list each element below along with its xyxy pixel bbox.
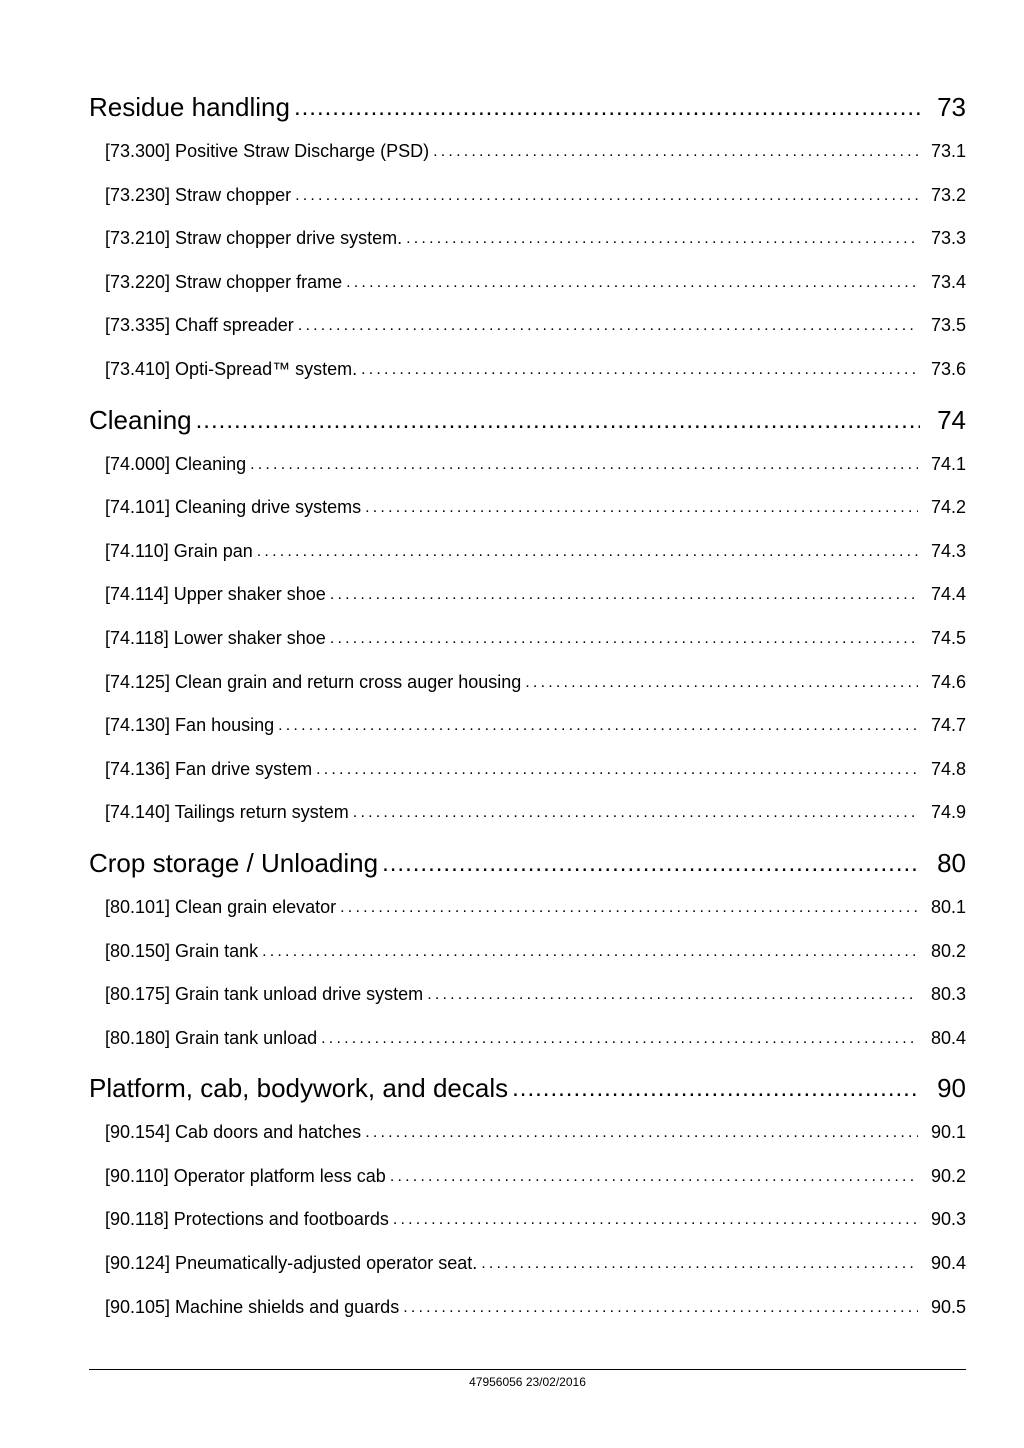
dot-leader [361,347,918,392]
toc-entry[interactable] [105,304,966,348]
entry-page: 74.6 [930,671,966,692]
toc-entry[interactable] [105,486,966,530]
dot-leader [346,260,918,305]
toc-entry[interactable] [105,661,966,705]
toc-entry[interactable] [105,217,966,261]
dot-leader [321,1016,918,1061]
entry-title: [80.180] Grain tank unload [105,1027,318,1048]
toc-entry[interactable] [105,530,966,574]
dot-leader [298,303,918,348]
entry-page: 74.8 [930,758,966,779]
dot-leader [294,83,920,131]
entry-title: [90.105] Machine shields and guards [105,1296,400,1317]
dot-leader [403,1285,918,1330]
entry-title: [74.000] Cleaning [105,453,247,474]
entry-page: 80.3 [930,984,966,1005]
entry-page: 74.1 [930,453,966,474]
toc-section [89,840,966,1060]
entry-page: 73.4 [930,271,966,292]
toc-entry[interactable] [105,1286,966,1330]
section-heading-crop-storage[interactable] [89,840,966,886]
dot-leader [250,442,918,487]
toc-entry[interactable] [105,1198,966,1242]
dot-leader [406,216,918,261]
entry-title: [74.130] Fan housing [105,715,275,736]
dot-leader [330,616,918,661]
dot-leader [196,396,920,444]
entry-page: 74.5 [930,627,966,648]
dot-leader [353,790,918,835]
dot-leader [525,660,918,705]
entry-title: [73.335] Chaff spreader [105,315,294,336]
section-title: Platform, cab, bodywork, and decals [89,1073,509,1104]
entry-page: 90.4 [930,1253,966,1274]
section-heading-platform-cab[interactable] [89,1065,966,1111]
toc-entry[interactable] [105,443,966,487]
entry-page: 74.9 [930,802,966,823]
entry-page: 73.2 [930,184,966,205]
entry-title: [73.410] Opti-Spread™ system. [105,358,358,379]
section-heading-cleaning[interactable] [89,397,966,443]
entry-page: 90.3 [930,1209,966,1230]
dot-leader [512,1064,920,1112]
toc-section [89,1065,966,1329]
dot-leader [382,839,920,887]
section-title: Residue handling [89,92,290,122]
section-heading-residue-handling[interactable] [89,84,966,130]
entry-title: [74.114] Upper shaker shoe [105,584,326,605]
toc-entry[interactable] [105,1017,966,1061]
dot-leader [257,529,918,574]
entry-title: [90.154] Cab doors and hatches [105,1122,362,1143]
dot-leader [278,703,918,748]
entry-title: [80.150] Grain tank [105,940,259,961]
entry-title: [74.110] Grain pan [105,540,253,561]
dot-leader [295,173,918,218]
section-number: 80 [937,847,966,878]
entry-page: 80.2 [930,940,966,961]
entry-page: 74.2 [930,497,966,518]
dot-leader [433,129,918,174]
entry-title: [90.118] Protections and footboards [105,1209,389,1230]
entry-title: [90.124] Pneumatically-adjusted operator seat. [105,1253,478,1274]
footer-document-id: 47956056 23/02/2016 [469,1375,586,1389]
entry-title: [73.210] Straw chopper drive system. [105,228,403,249]
entry-page: 90.2 [930,1165,966,1186]
section-title: Cleaning [89,404,192,435]
section-number: 73 [937,92,966,122]
toc-entry[interactable] [105,1155,966,1199]
dot-leader [262,929,918,974]
dot-leader [365,485,918,530]
entry-title: [80.175] Grain tank unload drive system [105,984,424,1005]
dot-leader [427,972,918,1017]
dot-leader [316,747,918,792]
entry-title: [74.136] Fan drive system [105,758,313,779]
entry-title: [90.110] Operator platform less cab [105,1165,386,1186]
entry-title: [74.118] Lower shaker shoe [105,627,326,648]
dot-leader [390,1154,918,1199]
toc-entry[interactable] [105,261,966,305]
toc-entry[interactable] [105,130,966,174]
entry-page: 80.4 [930,1027,966,1048]
footer-divider [89,1369,966,1370]
toc-entry[interactable] [105,973,966,1017]
table-of-contents [89,84,966,1329]
entry-page: 73.5 [930,315,966,336]
dot-leader [365,1110,918,1155]
toc-section [89,397,966,835]
entry-title: [73.220] Straw chopper frame [105,271,343,292]
toc-entry[interactable] [105,748,966,792]
entry-page: 74.7 [930,715,966,736]
entry-title: [74.140] Tailings return system [105,802,349,823]
entry-page: 80.1 [930,896,966,917]
toc-entry[interactable] [105,348,966,392]
entry-page: 73.3 [930,228,966,249]
entry-page: 73.6 [930,358,966,379]
toc-entry[interactable] [105,930,966,974]
entry-page: 90.1 [930,1122,966,1143]
toc-entry[interactable] [105,174,966,218]
toc-entry[interactable] [105,791,966,835]
dot-leader [340,885,918,930]
entry-title: [80.101] Clean grain elevator [105,896,337,917]
dot-leader [330,572,918,617]
entry-page: 90.5 [930,1296,966,1317]
entry-page: 74.4 [930,584,966,605]
section-title: Crop storage / Unloading [89,847,379,878]
toc-entry[interactable] [105,617,966,661]
dot-leader [481,1241,918,1286]
section-number: 90 [937,1073,966,1104]
toc-entry[interactable] [105,573,966,617]
entry-title: [74.125] Clean grain and return cross auger housing [105,671,522,692]
entry-title: [74.101] Cleaning drive systems [105,497,362,518]
dot-leader [393,1197,918,1242]
section-number: 74 [937,404,966,435]
toc-entry[interactable] [105,1111,966,1155]
entry-page: 74.3 [930,540,966,561]
toc-entry[interactable] [105,1242,966,1286]
toc-entry[interactable] [105,704,966,748]
toc-entry[interactable] [105,886,966,930]
entry-title: [73.300] Positive Straw Discharge (PSD) [105,141,430,161]
entry-page: 73.1 [930,141,966,161]
entry-title: [73.230] Straw chopper [105,184,292,205]
toc-section [89,84,966,392]
